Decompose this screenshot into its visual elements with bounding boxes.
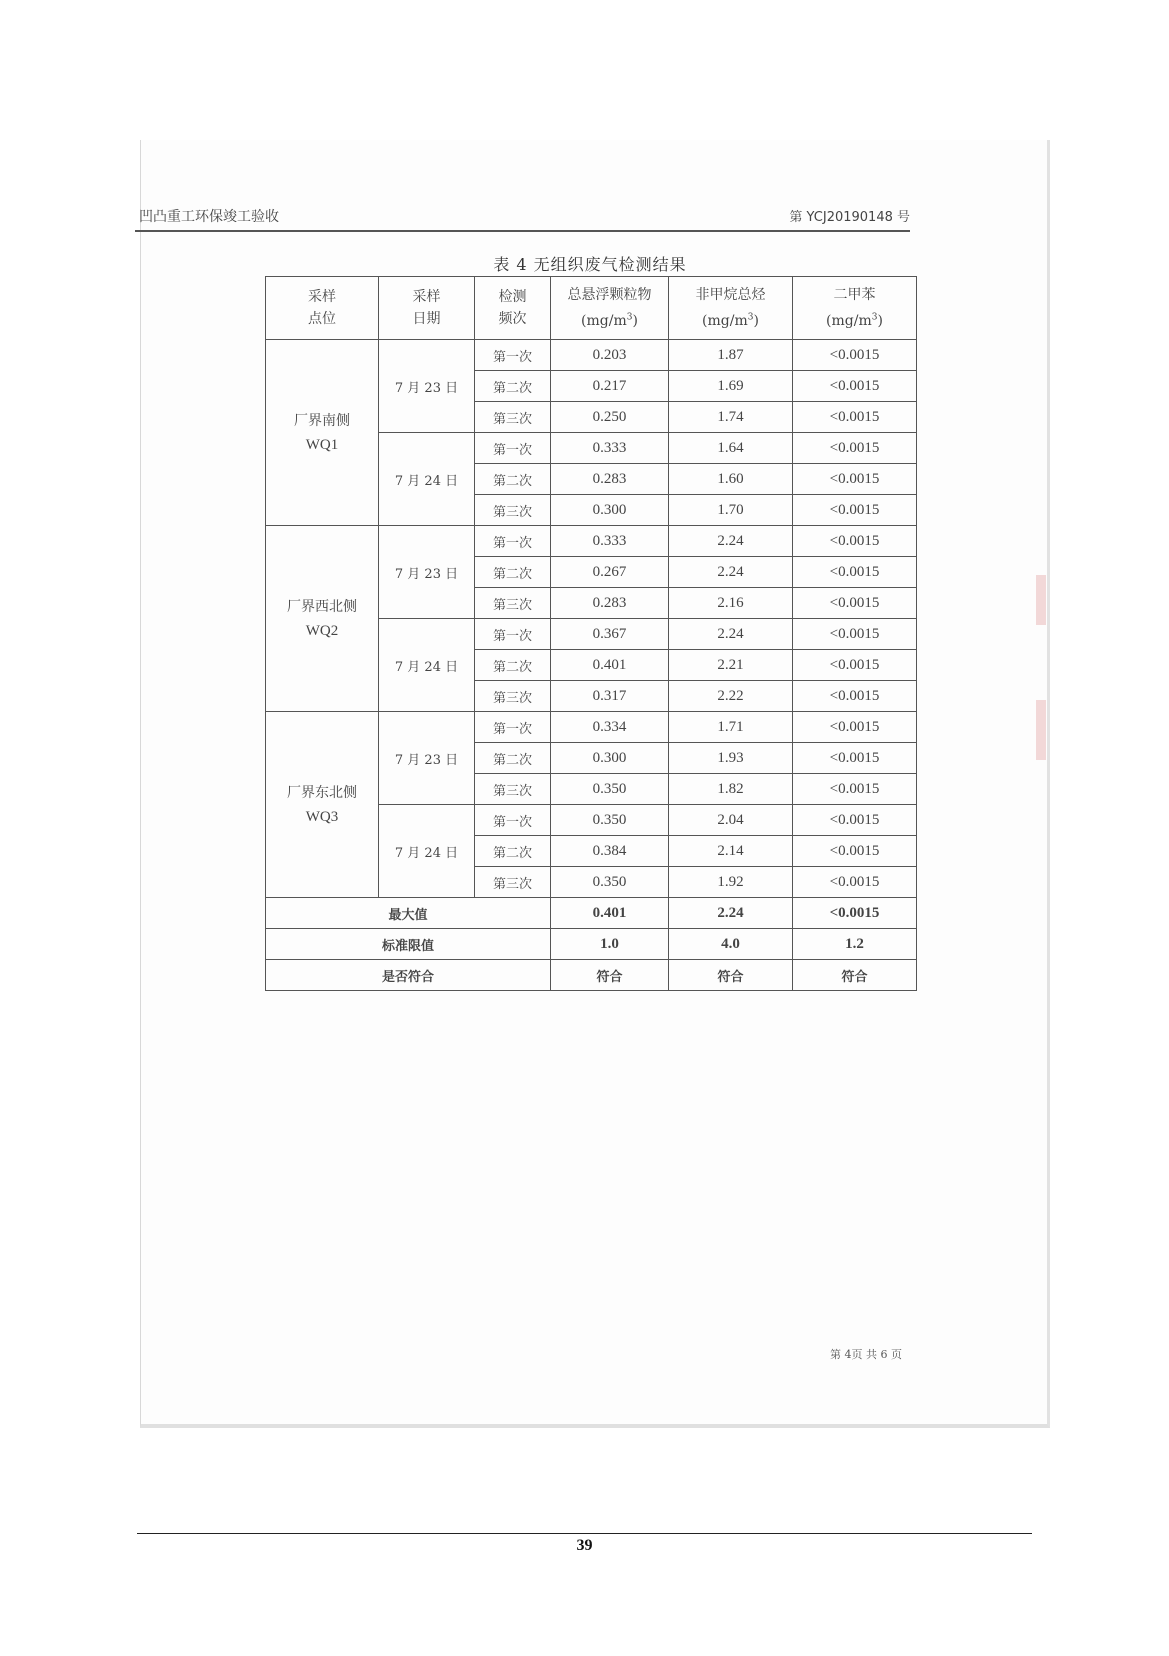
limit-label: 标准限值 xyxy=(266,929,551,960)
frequency-cell: 第二次 xyxy=(475,743,551,774)
tsp-cell: 0.401 xyxy=(551,650,669,681)
tsp-cell: 0.367 xyxy=(551,619,669,650)
tsp-cell: 0.283 xyxy=(551,588,669,619)
frequency-cell: 第二次 xyxy=(475,836,551,867)
table-header-row xyxy=(266,277,917,340)
header-tsp: 总悬浮颗粒物 $(mg/m^3)$ xyxy=(551,277,669,340)
sampling-location xyxy=(266,712,379,898)
compliance-tsp: 符合 xyxy=(551,960,669,991)
report-header xyxy=(135,206,910,232)
tsp-cell: 0.334 xyxy=(551,712,669,743)
nmhc-cell: 2.21 xyxy=(669,650,793,681)
location-code: WQ1 xyxy=(305,436,339,453)
frequency-cell: 第三次 xyxy=(475,681,551,712)
xylene-cell: <0.0015 xyxy=(793,836,917,867)
tsp-cell: 0.384 xyxy=(551,836,669,867)
nmhc-cell: 2.24 xyxy=(669,526,793,557)
location-name: 厂界西北侧 xyxy=(287,598,357,615)
frequency-cell: 第二次 xyxy=(475,557,551,588)
nmhc-cell: 2.04 xyxy=(669,805,793,836)
location-name: 厂界东北侧 xyxy=(287,784,357,801)
tsp-cell: 0.203 xyxy=(551,340,669,371)
nmhc-cell: 1.87 xyxy=(669,340,793,371)
xylene-cell: <0.0015 xyxy=(793,433,917,464)
location-code: WQ2 xyxy=(305,622,339,639)
tsp-cell: 0.217 xyxy=(551,371,669,402)
tsp-cell: 0.300 xyxy=(551,495,669,526)
max-tsp: 0.401 xyxy=(551,898,669,929)
frequency-cell: 第二次 xyxy=(475,464,551,495)
sampling-date: 7 月 24 日 xyxy=(379,433,475,526)
location-name: 厂界南侧 xyxy=(294,412,350,429)
table-body xyxy=(266,340,917,898)
emission-results-table xyxy=(265,276,917,991)
tsp-cell: 0.350 xyxy=(551,805,669,836)
nmhc-cell: 1.93 xyxy=(669,743,793,774)
nmhc-cell: 1.74 xyxy=(669,402,793,433)
footer-rule xyxy=(137,1533,1032,1534)
sampling-date: 7 月 23 日 xyxy=(379,712,475,805)
max-label: 最大值 xyxy=(266,898,551,929)
table-summary xyxy=(266,898,917,991)
xylene-cell: <0.0015 xyxy=(793,681,917,712)
tsp-cell: 0.267 xyxy=(551,557,669,588)
page-number: 39 xyxy=(576,1537,593,1554)
frequency-cell: 第三次 xyxy=(475,495,551,526)
sampling-date: 7 月 24 日 xyxy=(379,619,475,712)
frequency-cell: 第一次 xyxy=(475,712,551,743)
xylene-cell: <0.0015 xyxy=(793,867,917,898)
table-row xyxy=(266,340,917,371)
tsp-cell: 0.333 xyxy=(551,433,669,464)
sampling-date: 7 月 23 日 xyxy=(379,340,475,433)
frequency-cell: 第一次 xyxy=(475,526,551,557)
xylene-cell: <0.0015 xyxy=(793,557,917,588)
nmhc-cell: 2.16 xyxy=(669,588,793,619)
sampling-date: 7 月 24 日 xyxy=(379,805,475,898)
compliance-label: 是否符合 xyxy=(266,960,551,991)
frequency-cell: 第一次 xyxy=(475,433,551,464)
sampling-date: 7 月 23 日 xyxy=(379,526,475,619)
limit-tsp: 1.0 xyxy=(551,929,669,960)
header-location: 采样 点位 xyxy=(266,277,379,340)
tsp-cell: 0.250 xyxy=(551,402,669,433)
tsp-cell: 0.333 xyxy=(551,526,669,557)
xylene-cell: <0.0015 xyxy=(793,650,917,681)
frequency-cell: 第三次 xyxy=(475,774,551,805)
tsp-cell: 0.350 xyxy=(551,774,669,805)
limit-nmhc: 4.0 xyxy=(669,929,793,960)
header-frequency: 检测 频次 xyxy=(475,277,551,340)
nmhc-cell: 2.22 xyxy=(669,681,793,712)
compliance-row xyxy=(266,960,917,991)
xylene-cell: <0.0015 xyxy=(793,464,917,495)
xylene-cell: <0.0015 xyxy=(793,743,917,774)
xylene-cell: <0.0015 xyxy=(793,588,917,619)
frequency-cell: 第一次 xyxy=(475,340,551,371)
xylene-cell: <0.0015 xyxy=(793,402,917,433)
seal-stamp-fragment xyxy=(1036,700,1046,760)
compliance-nmhc: 符合 xyxy=(669,960,793,991)
nmhc-cell: 2.14 xyxy=(669,836,793,867)
header-nmhc-unit: $(mg/m^3)$ xyxy=(702,312,759,329)
frequency-cell: 第一次 xyxy=(475,619,551,650)
scan-page-indicator: 第 4页 共 6 页 xyxy=(830,1348,902,1361)
xylene-cell: <0.0015 xyxy=(793,774,917,805)
header-tsp-unit: $(mg/m^3)$ xyxy=(581,312,638,329)
compliance-xylene: 符合 xyxy=(793,960,917,991)
max-row xyxy=(266,898,917,929)
xylene-cell: <0.0015 xyxy=(793,371,917,402)
frequency-cell: 第二次 xyxy=(475,371,551,402)
nmhc-cell: 1.64 xyxy=(669,433,793,464)
xylene-cell: <0.0015 xyxy=(793,340,917,371)
sampling-location xyxy=(266,526,379,712)
xylene-cell: <0.0015 xyxy=(793,805,917,836)
tsp-cell: 0.350 xyxy=(551,867,669,898)
header-nmhc: 非甲烷总烃 $(mg/m^3)$ xyxy=(669,277,793,340)
nmhc-cell: 1.70 xyxy=(669,495,793,526)
tsp-cell: 0.300 xyxy=(551,743,669,774)
nmhc-cell: 2.24 xyxy=(669,619,793,650)
tsp-cell: 0.283 xyxy=(551,464,669,495)
header-date: 采样 日期 xyxy=(379,277,475,340)
seal-stamp-fragment xyxy=(1036,575,1046,625)
location-code: WQ3 xyxy=(305,808,339,825)
frequency-cell: 第一次 xyxy=(475,805,551,836)
nmhc-cell: 2.24 xyxy=(669,557,793,588)
nmhc-cell: 1.71 xyxy=(669,712,793,743)
nmhc-cell: 1.92 xyxy=(669,867,793,898)
frequency-cell: 第三次 xyxy=(475,588,551,619)
frequency-cell: 第三次 xyxy=(475,867,551,898)
limit-row xyxy=(266,929,917,960)
limit-xylene: 1.2 xyxy=(793,929,917,960)
xylene-cell: <0.0015 xyxy=(793,712,917,743)
max-nmhc: 2.24 xyxy=(669,898,793,929)
report-header-title: 凹凸重工环保竣工验收 xyxy=(139,209,279,225)
frequency-cell: 第二次 xyxy=(475,650,551,681)
table-row xyxy=(266,526,917,557)
max-xylene: <0.0015 xyxy=(793,898,917,929)
sampling-location xyxy=(266,340,379,526)
tsp-cell: 0.317 xyxy=(551,681,669,712)
report-number: 第 YCJ20190148 号 xyxy=(789,210,910,225)
xylene-cell: <0.0015 xyxy=(793,495,917,526)
header-xylene: 二甲苯 $(mg/m^3)$ xyxy=(793,277,917,340)
xylene-cell: <0.0015 xyxy=(793,526,917,557)
table-row xyxy=(266,712,917,743)
header-xylene-unit: $(mg/m^3)$ xyxy=(826,312,883,329)
frequency-cell: 第三次 xyxy=(475,402,551,433)
nmhc-cell: 1.60 xyxy=(669,464,793,495)
table-title: 表 4 无组织废气检测结果 xyxy=(493,255,687,274)
nmhc-cell: 1.82 xyxy=(669,774,793,805)
nmhc-cell: 1.69 xyxy=(669,371,793,402)
xylene-cell: <0.0015 xyxy=(793,619,917,650)
